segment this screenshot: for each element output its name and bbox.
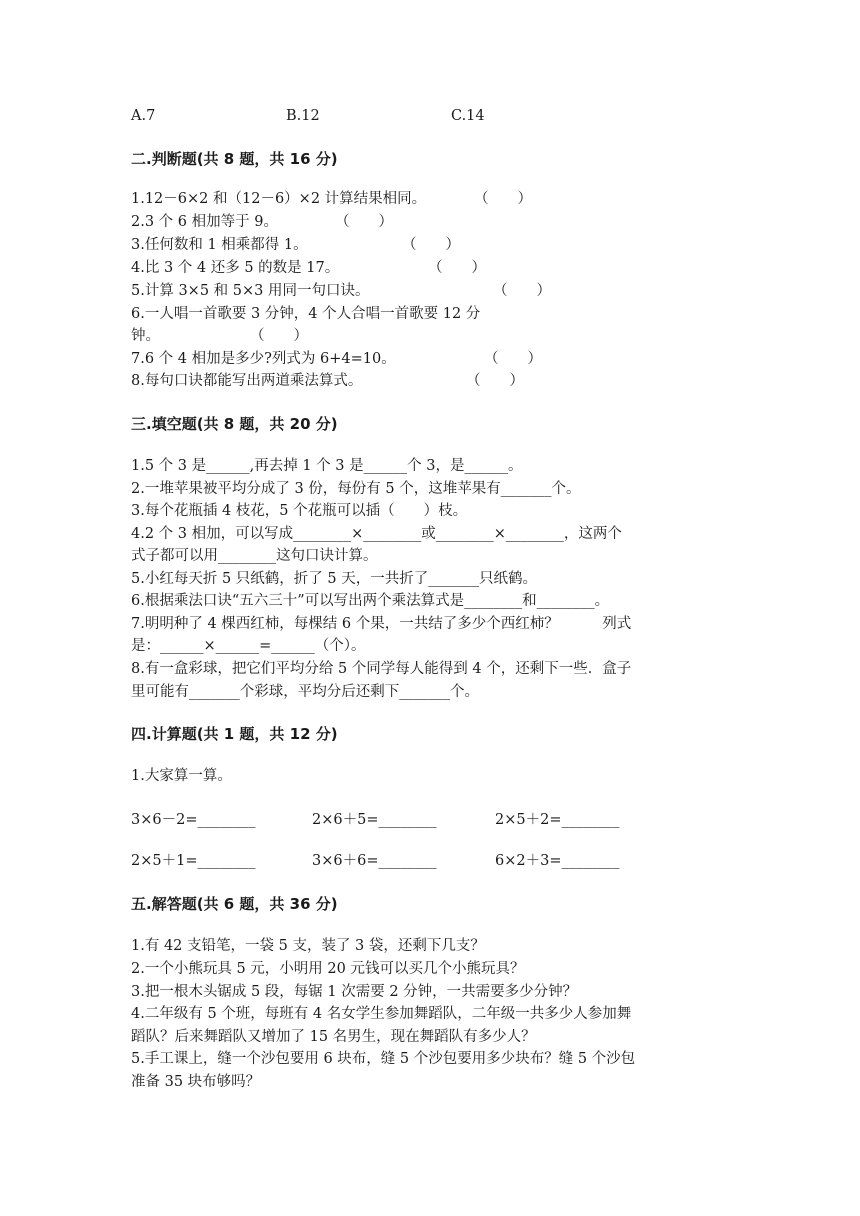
calc-2: 2×6＋5=________ xyxy=(312,812,437,828)
answer-line-5: 蹈队？后来舞蹈队又增加了 15 名男生，现在舞蹈队有多少人？ xyxy=(131,1029,536,1045)
choice-c: C.14 xyxy=(451,108,485,124)
fill-line-5: 式子都可以用________这句口诀计算。 xyxy=(131,548,378,564)
judge-paren-8[interactable]: （ ） xyxy=(466,373,524,389)
answer-line-1: 1.有 42 支铅笔，一袋 5 支，装了 3 袋，还剩下几支？ xyxy=(131,938,485,954)
fill-line-1: 1.5 个 3 是______,再去掉 1 个 3 是______个 3，是______。 xyxy=(131,458,523,474)
calc-4: 2×5＋1=________ xyxy=(131,853,256,869)
answer-line-6: 5.手工课上，缝一个沙包要用 6 块布，缝 5 个沙包要用多少块布？缝 5 个沙包 xyxy=(131,1051,636,1067)
judge-item-8: 8.每句口诀都能写出两道乘法算式。 xyxy=(131,373,363,389)
answer-line-4: 4.二年级有 5 个班，每班有 4 名女学生参加舞蹈队，二年级一共多少人参加舞 xyxy=(131,1006,632,1022)
fill-line-3: 3.每个花瓶插 4 枝花，5 个花瓶可以插（ ）枝。 xyxy=(131,503,468,519)
judge-item-6-cont: 钟。 xyxy=(131,328,160,344)
judge-item-3: 3.任何数和 1 相乘都得 1。 xyxy=(131,237,308,253)
answer-line-2: 2.一个小熊玩具 5 元，小明用 20 元钱可以买几个小熊玩具？ xyxy=(131,961,525,977)
section-3-title: 三.填空题(共 8 题，共 20 分) xyxy=(131,415,338,433)
section-4-title: 四.计算题(共 1 题，共 12 分) xyxy=(131,725,338,743)
judge-item-7: 7.6 个 4 相加是多少?列式为 6+4=10。 xyxy=(131,351,396,367)
judge-paren-4[interactable]: （ ） xyxy=(428,260,486,276)
judge-item-6: 6.一人唱一首歌要 3 分钟，4 个人合唱一首歌要 12 分 xyxy=(131,306,481,322)
calc-intro: 1.大家算一算。 xyxy=(131,768,232,784)
fill-line-7: 6.根据乘法口诀“五六三十”可以写出两个乘法算式是________和________。 xyxy=(131,593,610,609)
judge-paren-1[interactable]: （ ） xyxy=(474,191,532,207)
judge-item-2: 2.3 个 6 相加等于 9。 xyxy=(131,214,278,230)
judge-item-4: 4.比 3 个 4 还多 5 的数是 17。 xyxy=(131,260,340,276)
calc-6: 6×2＋3=________ xyxy=(495,853,620,869)
fill-line-10: 8.有一盒彩球，把它们平均分给 5 个同学每人能得到 4 个，还剩下一些．盒子 xyxy=(131,661,632,677)
calc-5: 3×6＋6=________ xyxy=(312,853,437,869)
fill-line-9: 是：______×______=______（个）。 xyxy=(131,638,366,654)
calc-1: 3×6－2=________ xyxy=(131,812,256,828)
answer-line-7: 准备 35 块布够吗？ xyxy=(131,1074,261,1090)
section-2-title: 二.判断题(共 8 题，共 16 分) xyxy=(131,150,338,168)
fill-line-2: 2.一堆苹果被平均分成了 3 份，每份有 5 个，这堆苹果有_______个。 xyxy=(131,481,581,497)
section-5-title: 五.解答题(共 6 题，共 36 分) xyxy=(131,895,338,913)
judge-paren-3[interactable]: （ ） xyxy=(402,237,460,253)
judge-item-5: 5.计算 3×5 和 5×3 用同一句口诀。 xyxy=(131,283,370,299)
fill-line-8: 7.明明种了 4 棵西红柿，每棵结 6 个果，一共结了多少个西红柿？ 列式 xyxy=(131,616,632,632)
choice-b: B.12 xyxy=(286,108,320,124)
judge-item-1: 1.12－6×2 和（12－6）×2 计算结果相同。 xyxy=(131,191,427,207)
judge-paren-2[interactable]: （ ） xyxy=(335,214,393,230)
choice-a: A.7 xyxy=(131,108,156,124)
judge-paren-7[interactable]: （ ） xyxy=(484,351,542,367)
judge-paren-5[interactable]: （ ） xyxy=(493,283,551,299)
answer-line-3: 3.把一根木头锯成 5 段，每锯 1 次需要 2 分钟，一共需要多少分钟？ xyxy=(131,984,578,1000)
fill-line-6: 5.小红每天折 5 只纸鹤，折了 5 天，一共折了_______只纸鹤。 xyxy=(131,571,537,587)
fill-line-11: 里可能有_______个彩球，平均分后还剩下_______个。 xyxy=(131,684,479,700)
calc-3: 2×5＋2=________ xyxy=(495,812,620,828)
judge-paren-6[interactable]: （ ） xyxy=(250,328,308,344)
fill-line-4: 4.2 个 3 相加，可以写成________×________或________×________，这两个 xyxy=(131,526,622,542)
